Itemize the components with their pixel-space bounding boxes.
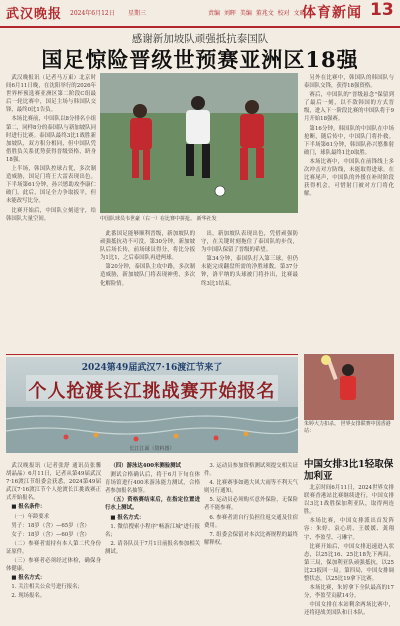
lead-column-4: [304, 74, 394, 350]
paragraph: （三）参赛者必须经过体检，确保身体健康。: [6, 558, 101, 573]
subheading: （四）游泳达400米测验测试: [110, 463, 181, 469]
banner-kicker: 2024第49届武汉7·16渡江节来了: [81, 363, 223, 373]
paragraph: 第34分钟，泰国队打入第三球，但仍未能完成翻盘所需的净胜球数。第37分钟，洛平纳的头球被门将扑出，比赛最终3比1结束。: [201, 256, 298, 287]
paragraph: （一）年龄要求: [11, 513, 50, 520]
paragraph: （二）参赛者需持有本人第二代身份证原件。: [6, 540, 101, 555]
paragraph: 出，新加坡队表现出色，凭借顽强防守，在关键时刻拖住了泰国队的步伐，为中国队保留了晋级的希望。: [201, 231, 298, 254]
newspaper-name: 武汉晚报: [6, 7, 63, 22]
paragraph: 另外在比赛中，韩国队的韩国队与泰国队交锋，获得18强资格。: [304, 75, 394, 90]
paragraph: 第16分钟，韩国队的中国队在中场抢断，随后传中，中国队门将扑救。下半场第61分钟，韩国队孙兴慜推射破门，球队最终1比0取胜。: [304, 125, 394, 156]
paragraph: 上半场，韩国队控球占优，多次制造威胁，国足门将王大雷表现出色。下半场第61分钟，孙兴慜助攻李康仁破门。此后，国足全力争取扳平，但未能改写比分。: [6, 166, 96, 205]
section-title: 体育新闻: [302, 5, 362, 21]
paragraph: 武汉晚报讯（记者马万東）北京时间6月11日晚，在沈阳举行的2026年世界杯预选赛亚洲区第二阶段C组最后一轮比赛中，国足主场与韩国队交锋，最终0比1告负。: [6, 75, 96, 114]
match-photo-illustration: [100, 73, 298, 213]
paragraph: 6. 参赛者需自行负担往返交通及住宿费用。: [204, 514, 298, 529]
paragraph: 女子：18岁（含）—60岁（含）: [11, 531, 90, 538]
banner-caption: 长江江面（资料图）: [129, 446, 175, 452]
paragraph: 武汉晚报讯（记者张舒 通讯员张馨 胡晶晶）6月11日，记者从第49届武汉7·16渡江节组委会获悉，2024第49届武汉7·16渡江节个人抢渡长江挑战赛正式开始报名。: [6, 463, 101, 502]
paragraph: 本场比赛，朱婷拿下全队最高的17分，李盈莹贡献14分。: [304, 585, 394, 600]
paragraph: 本场比赛前，中国队以8分排名小组第二，同样8分的泰国队与新加坡队同时进行比赛。泰国队最终3比1战胜新加坡队，双方积分相同，但中国队凭借胜负关系优势获得晋级资格，跻身18强。: [6, 116, 96, 163]
swim-event-banner: [6, 357, 298, 453]
subheading: ■ 报名条件：: [11, 504, 46, 511]
paragraph: 5. 运动员必须购买意外保险，无保险者不能参赛。: [204, 497, 298, 512]
section-divider: [6, 354, 298, 355]
paragraph: 比赛开始后，中国队立刻退守，给韩国队大量空间。: [6, 207, 96, 222]
issue-weekday: 星期三: [128, 10, 147, 17]
page-number: 13: [370, 0, 394, 20]
lead-headline: 国足惊险晋级世预赛亚洲区18强: [41, 47, 359, 72]
paragraph: 3. 运动员参加资格测试须提交相关证件。: [204, 463, 298, 478]
photo-caption: 中国队球员韦世豪（右一）在比赛中拼抢。 新华社发: [100, 216, 217, 222]
paragraph: 本场比赛中，中国队在前锋线上多次冲击对方防线，未能取得进球。在比赛尾声，中国队的外援在补时阶段获得机会，可惜射门被对方门将化解。: [304, 158, 394, 198]
volleyball-column: [304, 484, 394, 622]
lead-column-1: [6, 74, 96, 350]
lower-column-2: [105, 462, 200, 622]
paragraph: 比赛开始后，中国女排迅速进入状态，以25比16、25比18先下两局。第三局，保加利亚队顽强抵抗，以25比23扳回一局。第四局，中国女排调整状态，以25比19拿下比赛。: [304, 543, 394, 583]
paragraph: 中国女排在本站剩余两场比赛中，还将迎战美国队和日本队。: [304, 602, 394, 617]
banner-title: 个人抢渡长江挑战赛开始报名: [28, 381, 276, 402]
football-match-photo: [100, 73, 298, 213]
paragraph: 北京时间6月11日，2024世界女排联赛香港站比赛继续进行，中国女排以3比1战胜保加利亚队，取得两连胜。: [304, 485, 394, 516]
paragraph: 1. 微信搜索小程序"畅游江城"进行报名；: [105, 523, 200, 538]
lower-column-1: [6, 462, 101, 622]
paragraph: 2. 请各队员于7月1日前报名参加相关测试。: [105, 540, 200, 555]
paragraph: 测试合格确认后，将于6月下旬在体育场馆进行400米游泳能力测试，合格者参加报名抽签。: [105, 472, 200, 495]
subheading: （五）资格赛结束后，在指定位置进行水上测试。: [105, 497, 200, 512]
paragraph: 男子：18岁（含）—65岁（含）: [11, 522, 90, 529]
volleyball-photo: [304, 354, 394, 420]
paragraph: 7. 组委会保留对本次比赛规程的最终解释权。: [204, 531, 298, 546]
paragraph: 1. 关注相关公众号进行报名；: [11, 584, 83, 591]
paragraph: 此番国足能够顺利晋级，新加坡队的顽强抵抗功不可没。第30分钟，新加坡队后场长传，前场球员得分，将比分扳为1比1，之后泰国队再进两球。: [100, 231, 195, 262]
volleyball-caption: 朱婷大力扣杀。 世界女排联赛中国香港站：: [304, 421, 391, 434]
subheading: ■ 报名方式：: [11, 575, 46, 582]
lead-column-3: [201, 230, 298, 350]
lead-column-2: [100, 230, 195, 350]
lead-kicker: 感谢新加坡队顽强抵抗泰国队: [131, 33, 269, 45]
paragraph: 4. 比赛赛事如遇大风大雨等不利天气则另行通知。: [204, 480, 298, 495]
subheading: ■ 报名方式：: [110, 514, 145, 521]
paragraph: 赛后，中国队的"晋级悬念"保留到了最后一刻，以不敌韩国的方式晋级，进入下一阶段比赛的中国队将于9月开始18强赛。: [304, 92, 394, 123]
lower-column-3: [204, 462, 298, 622]
paragraph: 第20分钟，泰国队主攻中路，多次制造威胁，新加坡队门将表现神勇，多次化解险情。: [100, 264, 195, 287]
volleyball-illustration: [304, 354, 394, 420]
paragraph: 2. 现场报名。: [11, 593, 46, 600]
issue-date: 2024年6月12日: [70, 10, 115, 17]
paragraph: 本场比赛，中国女排派出首发阵容：朱婷、袁心玥、王媛媛、龚翔宇、李盈莹、刁琳宇。: [304, 518, 394, 541]
editor-credits: 责编 刘晖 美编 董兆文 校对 文晓: [208, 10, 306, 17]
volleyball-headline: 中国女排3比1轻取保加利亚: [304, 459, 394, 482]
